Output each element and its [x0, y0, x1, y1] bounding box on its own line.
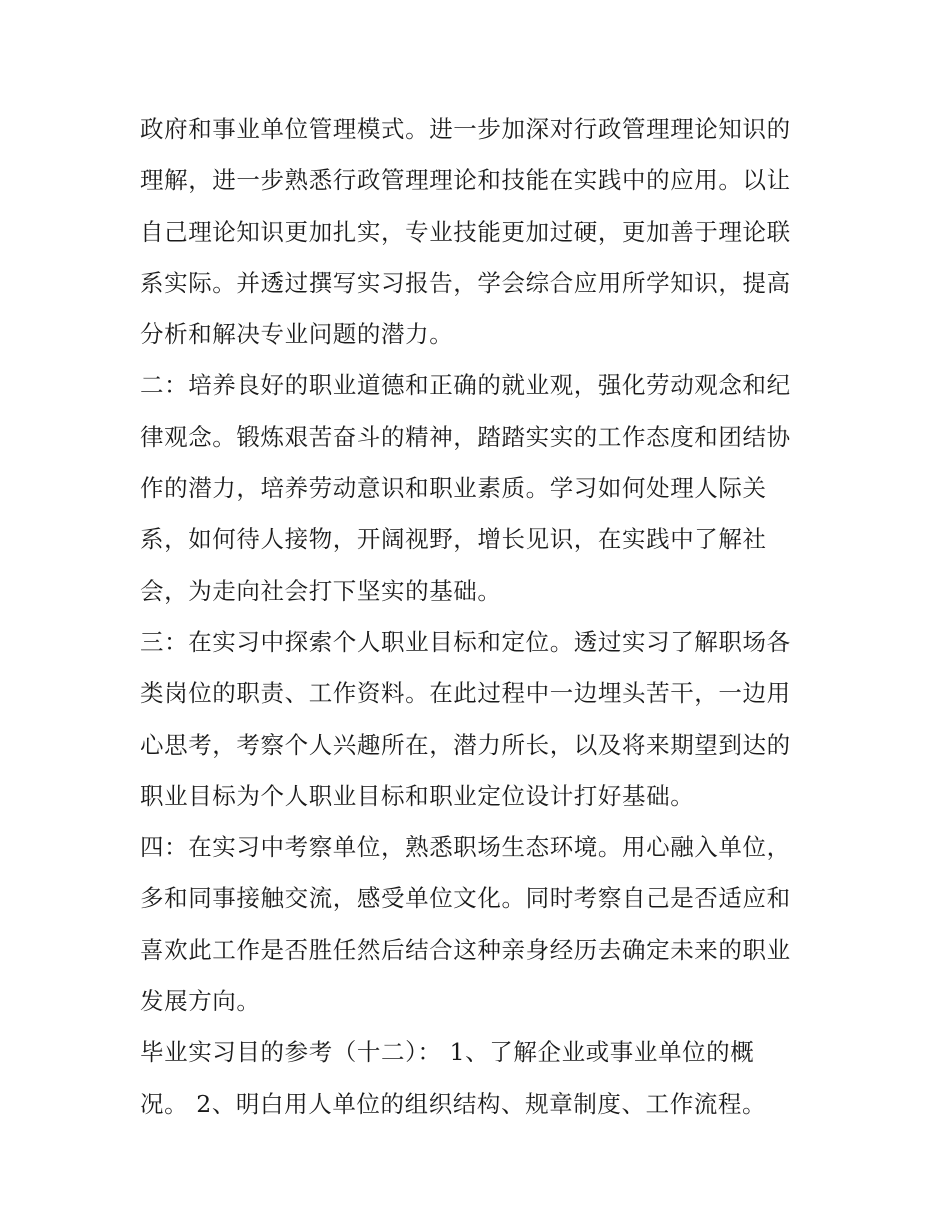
text-line: 分析和解决专业问题的潜力。: [140, 320, 454, 349]
text-line: 发展方向。: [140, 987, 261, 1016]
text-line: 政府和事业单位管理模式。进一步加深对行政管理理论知识的: [140, 115, 791, 143]
text-line: 律观念。锻炼艰苦奋斗的精神，踏踏实实的工作态度和团结协: [140, 422, 791, 451]
text-line: 系实际。并透过撰写实习报告，学会综合应用所学知识，提高: [140, 268, 791, 297]
text-line: 会，为走向社会打下坚实的基础。: [140, 576, 502, 605]
text-line: 喜欢此工作是否胜任然后结合这种亲身经历去确定未来的职业: [140, 935, 791, 964]
text-line: 三：在实习中探索个人职业目标和定位。透过实习了解职场各: [140, 627, 791, 656]
text-line: 四：在实习中考察单位，熟悉职场生态环境。用心融入单位，: [140, 833, 791, 862]
text-line: 多和同事接触交流，感受单位文化。同时考察自己是否适应和: [140, 884, 791, 913]
text-line: 作的潜力，培养劳动意识和职业素质。学习如何处理人际关: [140, 474, 767, 503]
text-line: 况。 2、明白用人单位的组织结构、规章制度、工作流程。: [140, 1089, 767, 1118]
text-line: 自己理论知识更加扎实，专业技能更加过硬，更加善于理论联: [140, 217, 791, 246]
text-line: 理解，进一步熟悉行政管理理论和技能在实践中的应用。以让: [140, 166, 791, 195]
text-line: 心思考，考察个人兴趣所在，潜力所长，以及将来期望到达的: [140, 730, 791, 759]
text-line: 毕业实习目的参考（十二）： 1、了解企业或事业单位的概: [140, 1038, 755, 1067]
text-line: 二：培养良好的职业道德和正确的就业观，强化劳动观念和纪: [140, 371, 791, 400]
text-line: 系，如何待人接物，开阔视野，增长见识，在实践中了解社: [140, 525, 767, 554]
body-text: [140, 104, 820, 1130]
text-line: 类岗位的职责、工作资料。在此过程中一边埋头苦干，一边用: [140, 679, 791, 708]
text-line: 职业目标为个人职业目标和职业定位设计打好基础。: [140, 781, 695, 810]
